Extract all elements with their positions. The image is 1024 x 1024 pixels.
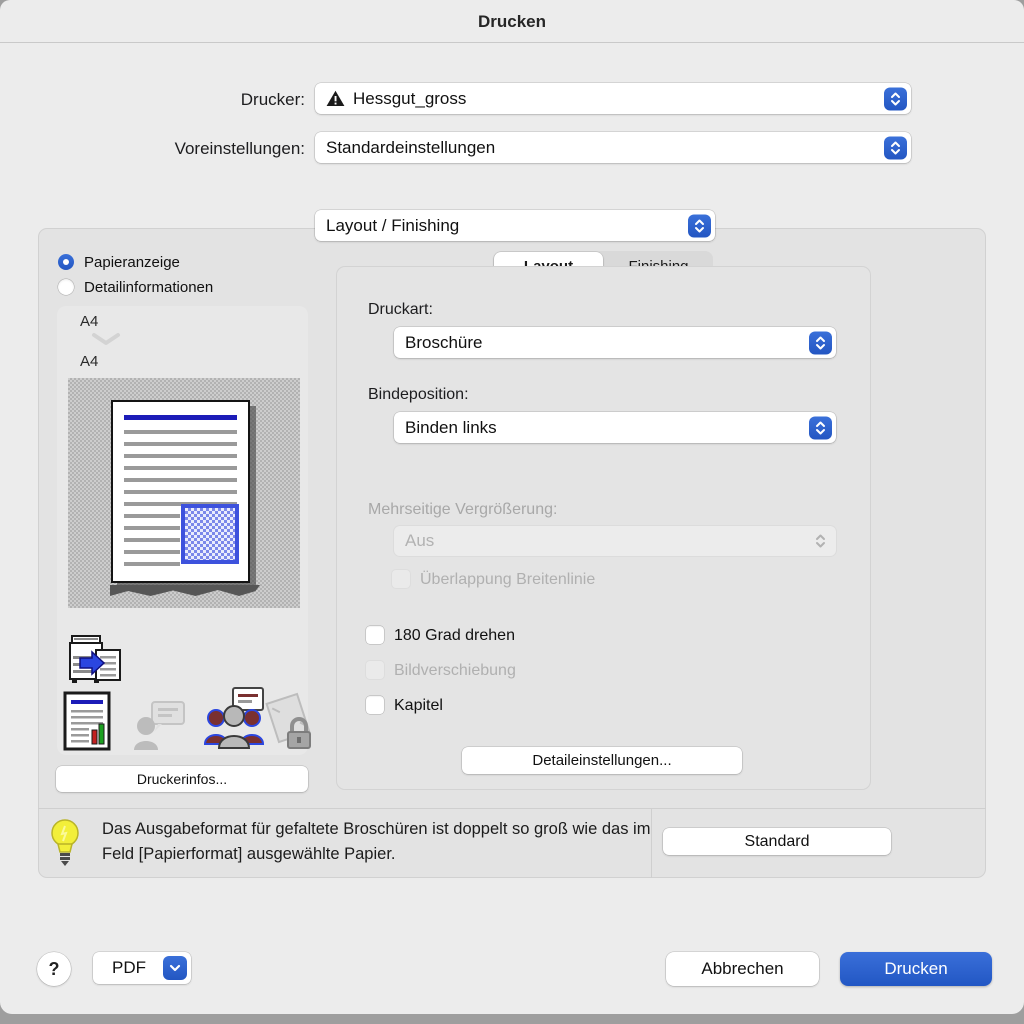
page-shadow bbox=[110, 585, 260, 596]
pdf-menu-button[interactable] bbox=[93, 952, 191, 984]
radio-detailinformationen[interactable] bbox=[58, 279, 74, 295]
bindeposition-value: Binden links bbox=[405, 417, 497, 437]
cancel-button-label: Abbrechen bbox=[701, 959, 784, 978]
checkbox-180-grad[interactable] bbox=[366, 626, 384, 644]
info-text: Das Ausgabeformat für gefaltete Broschüren ist doppelt so groß wie das im Feld [Papierformat] ausgewählte Papier. bbox=[102, 820, 651, 863]
druckart-select[interactable] bbox=[394, 327, 836, 358]
pane-select[interactable] bbox=[315, 210, 715, 241]
help-button-label: ? bbox=[48, 958, 60, 979]
bindeposition-select[interactable] bbox=[394, 412, 836, 443]
printer-info-button-label: Druckerinfos... bbox=[136, 771, 228, 787]
detail-settings-button[interactable] bbox=[462, 747, 742, 774]
stepper-icon bbox=[884, 87, 907, 110]
warning-icon bbox=[326, 90, 345, 107]
checkbox-kapitel-label: Kapitel bbox=[394, 697, 443, 714]
druckart-value: Broschüre bbox=[405, 332, 483, 352]
radio-papieranzeige-label: Papieranzeige bbox=[84, 254, 180, 271]
title-bar bbox=[0, 0, 1024, 43]
paper-size-top: A4 bbox=[80, 313, 99, 330]
checkbox-ueberlappung bbox=[392, 570, 410, 588]
druckart-label: Druckart: bbox=[368, 301, 433, 318]
stepper-icon bbox=[809, 331, 832, 354]
detail-settings-button-label: Detaileinstellungen... bbox=[532, 752, 672, 769]
printer-value: Hessgut_gross bbox=[353, 88, 467, 108]
standard-button[interactable] bbox=[663, 828, 891, 855]
printer-select[interactable] bbox=[315, 83, 911, 114]
print-button[interactable] bbox=[840, 952, 992, 986]
document-report-icon bbox=[62, 690, 112, 757]
presets-select[interactable] bbox=[315, 132, 911, 163]
radio-papieranzeige[interactable] bbox=[58, 254, 74, 270]
standard-button-label: Standard bbox=[744, 832, 810, 850]
cancel-button[interactable] bbox=[666, 952, 819, 986]
chevron-down-icon bbox=[90, 332, 122, 351]
lightbulb-icon bbox=[46, 818, 84, 873]
secure-document-lock-icon bbox=[262, 692, 314, 755]
stepper-icon bbox=[809, 416, 832, 439]
presets-label: Voreinstellungen: bbox=[174, 139, 305, 158]
checkbox-bildverschiebung-label: Bildverschiebung bbox=[394, 662, 516, 679]
printer-label: Drucker: bbox=[240, 90, 305, 109]
pane-value: Layout / Finishing bbox=[326, 215, 460, 235]
print-button-label: Drucken bbox=[884, 959, 948, 978]
mehrseitige-value: Aus bbox=[405, 531, 435, 550]
checkbox-180-grad-label: 180 Grad drehen bbox=[394, 627, 515, 644]
checkbox-bildverschiebung bbox=[366, 661, 384, 679]
stepper-disabled-icon bbox=[809, 530, 832, 553]
mehrseitige-select bbox=[394, 526, 836, 556]
paper-preview-area bbox=[68, 378, 300, 608]
stepper-icon bbox=[688, 214, 711, 237]
chevron-down-icon bbox=[163, 956, 187, 980]
user-comment-icon bbox=[132, 700, 186, 755]
checkbox-kapitel[interactable] bbox=[366, 696, 384, 714]
printer-info-button[interactable] bbox=[56, 766, 308, 792]
pdf-button-label: PDF bbox=[112, 958, 146, 977]
dialog-title: Drucken bbox=[477, 12, 547, 31]
bindeposition-label: Bindeposition: bbox=[368, 386, 469, 403]
printer-output-icon bbox=[66, 632, 124, 695]
page-thumbnail bbox=[111, 400, 250, 583]
mehrseitige-label: Mehrseitige Vergrößerung: bbox=[368, 501, 558, 518]
help-button[interactable] bbox=[37, 952, 71, 986]
stepper-icon bbox=[884, 136, 907, 159]
radio-detailinformationen-label: Detailinformationen bbox=[84, 279, 214, 296]
user-account-icon bbox=[203, 686, 265, 755]
checkbox-ueberlappung-label: Überlappung Breitenlinie bbox=[420, 571, 596, 588]
image-placeholder bbox=[181, 504, 239, 564]
paper-size-bottom: A4 bbox=[80, 353, 99, 370]
presets-value: Standardeinstellungen bbox=[326, 137, 496, 157]
